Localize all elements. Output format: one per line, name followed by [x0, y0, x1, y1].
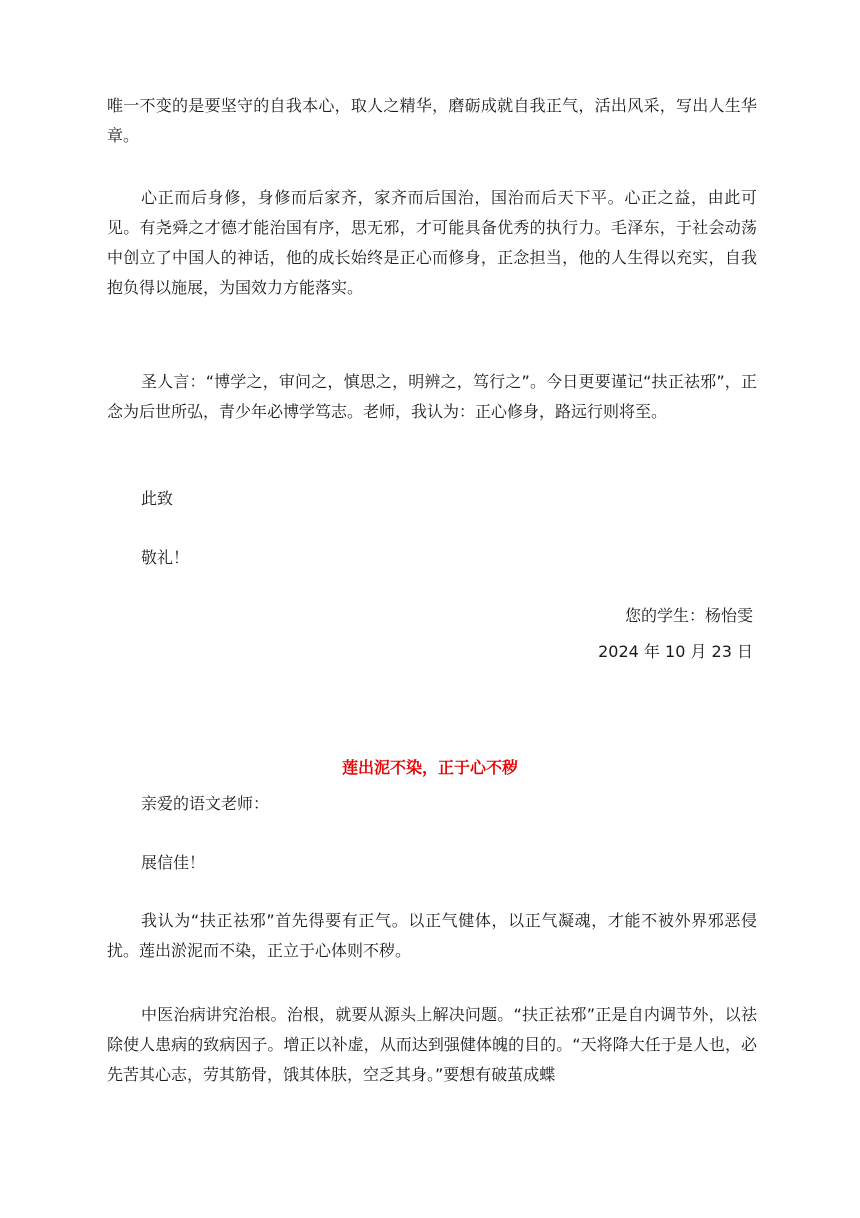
closing-line-1: 此致: [141, 489, 174, 508]
greeting: 展信佳！: [141, 853, 206, 872]
date: 2024 年 10 月 23 日: [598, 642, 753, 661]
salutation: 亲爱的语文老师：: [141, 794, 270, 813]
signature: 您的学生：杨怡雯: [624, 606, 753, 625]
paragraph-righteousness: 我认为“扶正祛邪”首先得要有正气。以正气健体，以正气凝魂，才能不被外界邪恶侵扰。莲出淤泥而不染，正立于心体则不秽。: [107, 911, 757, 960]
paragraph-heart-cultivation: 心正而后身修，身修而后家齐，家齐而后国治，国治而后天下平。心正之益，由此可见。有尧舜之才德才能治国有序，思无邪，才可能具备优秀的执行力。毛泽东，于社会动荡中创立了中国人的神话，他的成长始终是正心而修身，正念担当，他的人生得以充实，自我抱负得以施展，为国效力方能落实。: [107, 188, 757, 297]
paragraph-chinese-medicine: 中医治病讲究治根。治根，就要从源头上解决问题。“扶正祛邪”正是自内调节外，以祛除使人患病的致病因子。增正以补虚，从而达到强健体魄的目的。“天将降大任于是人也，必先苦其心志，劳其筋骨，饿其体肤，空乏其身。”要想有破茧成蝶: [107, 1005, 757, 1084]
paragraph-continued: 唯一不变的是要坚守的自我本心，取人之精华，磨砺成就自我正气，活出风采，写出人生华章。: [107, 96, 757, 145]
closing-line-2: 敬礼！: [141, 548, 190, 567]
paragraph-sage-quote: 圣人言：“博学之，审问之，慎思之，明辨之，笃行之”。今日更要谨记“扶正祛邪”，正念为后世所弘，青少年必博学笃志。老师，我认为：正心修身，路远行则将至。: [107, 372, 757, 421]
essay-title: 莲出泥不染，正于心不秽: [341, 758, 518, 777]
